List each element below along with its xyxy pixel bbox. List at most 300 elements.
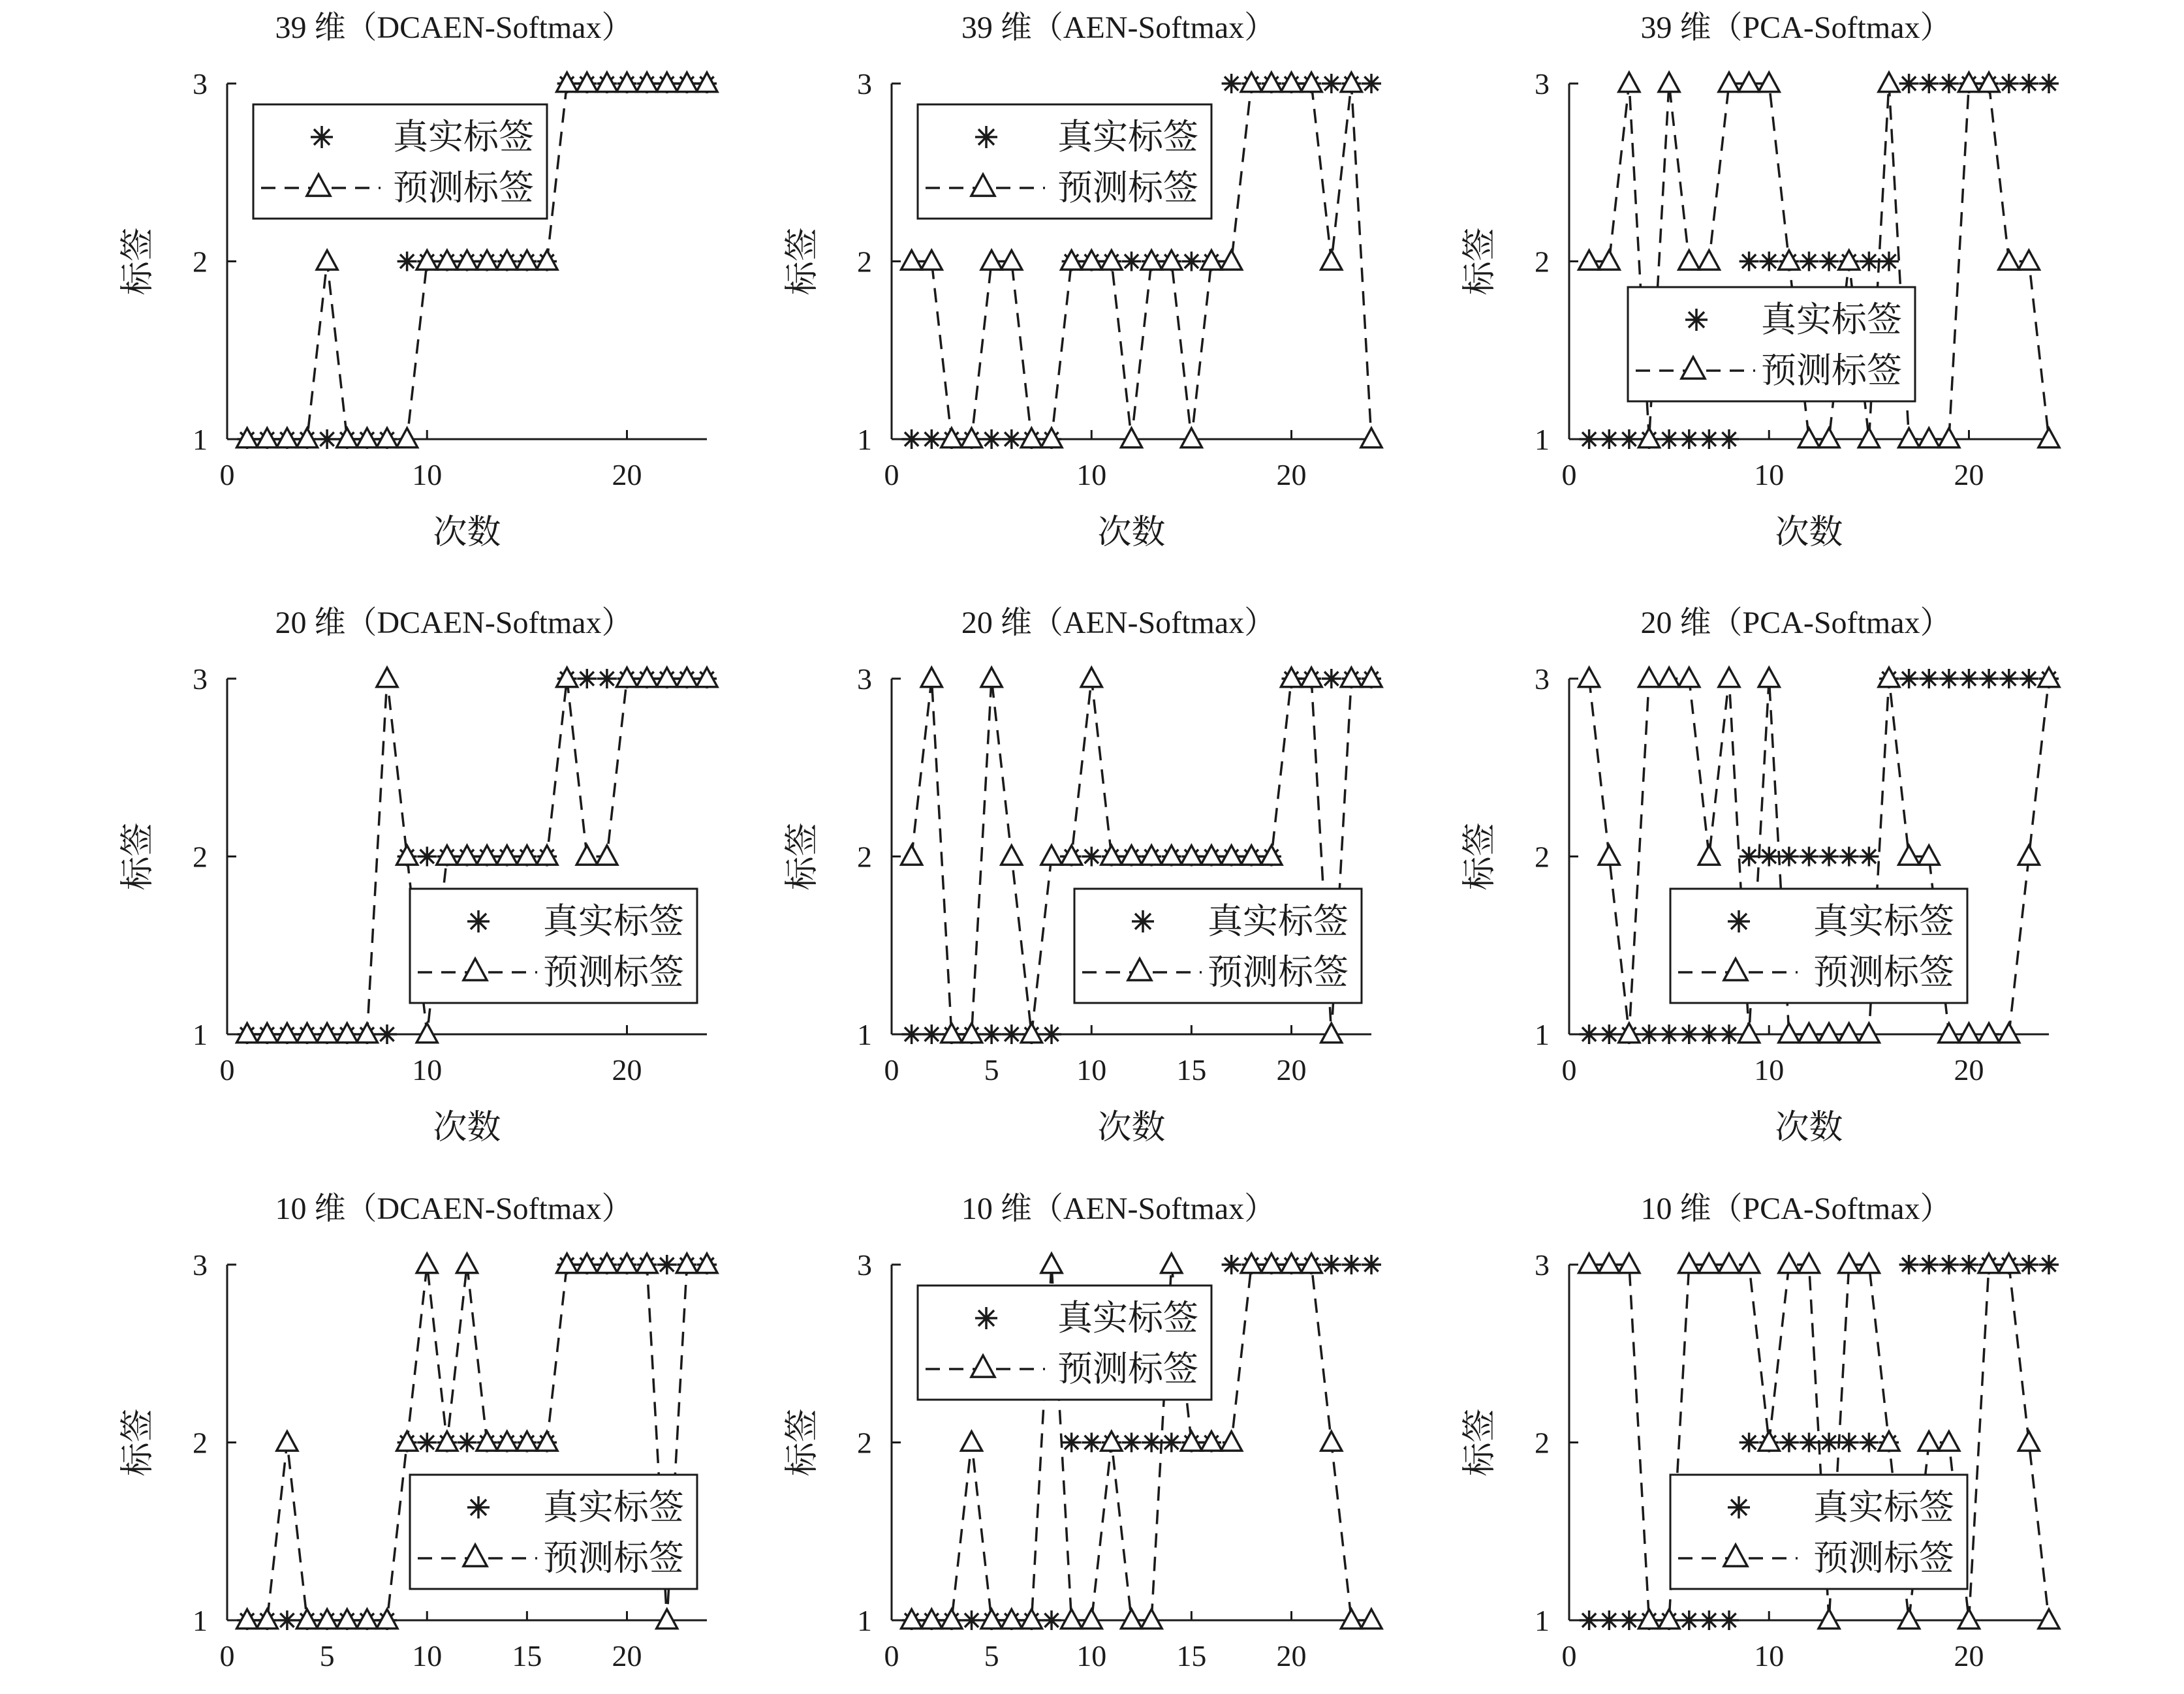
predicted-label-point	[437, 846, 458, 865]
predicted-label-point	[1599, 1254, 1619, 1272]
x-tick-label: 5	[984, 1053, 999, 1086]
predicted-label-point	[1121, 428, 1142, 447]
true-label-point	[1839, 847, 1859, 867]
predicted-label-point	[1001, 251, 1022, 270]
true-label-point	[1082, 847, 1101, 867]
true-label-point	[1062, 1433, 1082, 1453]
predicted-label-point	[1858, 1254, 1879, 1272]
predicted-label-point	[1739, 1254, 1760, 1272]
predicted-label-point	[397, 1432, 418, 1451]
predicted-label-point	[1599, 251, 1619, 270]
predicted-label-point	[1321, 251, 1342, 270]
x-tick-label: 20	[1276, 1639, 1307, 1672]
predicted-label-point	[377, 428, 398, 447]
true-label-point	[1879, 252, 1899, 271]
predicted-label-point	[476, 846, 497, 865]
predicted-label-point	[1261, 846, 1282, 865]
true-label-point	[1919, 74, 1939, 93]
predicted-label-point	[617, 72, 638, 91]
y-tick-label: 2	[1535, 1426, 1550, 1460]
x-tick-label: 10	[1076, 1639, 1107, 1672]
predicted-label-point	[676, 72, 697, 91]
x-axis-label: 次数	[1775, 514, 1843, 551]
predicted-label-point	[416, 251, 437, 270]
x-tick-label: 10	[1076, 458, 1107, 491]
predicted-label-point	[1081, 1609, 1102, 1628]
predicted-label-point	[1918, 428, 1939, 447]
predicted-label-point	[1839, 251, 1860, 270]
x-tick-label: 10	[1076, 1053, 1107, 1086]
y-tick-label: 3	[857, 67, 872, 100]
predicted-label-point	[1181, 1432, 1202, 1451]
legend-true-label: 真实标签	[1813, 1488, 1954, 1527]
x-tick-label: 15	[1176, 1639, 1207, 1672]
predicted-label-point	[1141, 846, 1162, 865]
y-tick-label: 2	[857, 1426, 872, 1460]
predicted-label-point	[1719, 1254, 1739, 1272]
x-tick-label: 0	[219, 1639, 235, 1672]
y-tick-label: 3	[1535, 67, 1550, 100]
predicted-label-point	[597, 1254, 617, 1272]
predicted-label-point	[1181, 846, 1202, 865]
x-tick-label: 10	[412, 1053, 443, 1086]
predicted-label-point	[981, 1609, 1002, 1628]
legend	[1670, 1475, 1967, 1589]
y-tick-label: 1	[193, 423, 208, 456]
predicted-label-point	[1739, 72, 1760, 91]
legend-true-label: 真实标签	[1208, 902, 1349, 941]
true-label-point	[377, 1024, 397, 1044]
legend-pred-label: 预测标签	[1057, 1349, 1198, 1389]
legend	[1670, 889, 1967, 1003]
predicted-label-point	[1579, 668, 1600, 686]
predicted-label-point	[1301, 668, 1322, 686]
predicted-label-point	[557, 72, 578, 91]
subplot-title: 10 维（AEN-Softmax）	[961, 1192, 1276, 1226]
subplot-title: 20 维（AEN-Softmax）	[961, 606, 1276, 640]
true-label-point	[398, 252, 417, 271]
predicted-label-point	[1999, 251, 2020, 270]
x-tick-label: 10	[1754, 458, 1785, 491]
predicted-label-point	[2038, 668, 2059, 686]
predicted-label-point	[337, 428, 358, 447]
predicted-label-point	[1101, 846, 1122, 865]
predicted-label-point	[2018, 846, 2039, 865]
true-label-point	[1779, 1433, 1799, 1453]
true-label-point	[2039, 74, 2059, 93]
predicted-label-point	[297, 1023, 318, 1042]
subplot-title: 20 维（DCAEN-Softmax）	[275, 606, 633, 640]
predicted-label-point	[1899, 1609, 1920, 1628]
predicted-label-point	[1779, 251, 1800, 270]
legend-pred-label: 预测标签	[1057, 168, 1198, 208]
predicted-label-point	[2038, 428, 2059, 447]
x-tick-label: 10	[1754, 1053, 1785, 1086]
x-axis-label: 次数	[433, 514, 501, 551]
predicted-label-point	[356, 428, 377, 447]
legend	[410, 1475, 697, 1589]
predicted-label-point	[1739, 1023, 1760, 1042]
x-axis-label: 次数	[1097, 1109, 1166, 1147]
predicted-label-point	[1061, 1609, 1082, 1628]
predicted-label-point	[1918, 846, 1939, 865]
predicted-label-point	[921, 668, 942, 686]
predicted-label-point	[981, 251, 1002, 270]
predicted-label-point	[1021, 1609, 1042, 1628]
predicted-label-point	[1858, 428, 1879, 447]
true-label-point	[1181, 252, 1201, 271]
predicted-label-point	[1081, 668, 1102, 686]
predicted-label-point	[1619, 1023, 1640, 1042]
predicted-label-point	[1999, 1254, 2020, 1272]
predicted-label-point	[1161, 251, 1182, 270]
true-label-point	[1699, 1610, 1719, 1630]
true-label-point	[1719, 429, 1739, 449]
predicted-label-point	[257, 428, 277, 447]
y-axis-label: 标签	[119, 227, 157, 296]
predicted-label-point	[457, 1254, 478, 1272]
predicted-label-point	[1639, 1609, 1660, 1628]
predicted-label-point	[1679, 251, 1700, 270]
true-label-point	[1679, 1024, 1699, 1044]
true-label-point	[1939, 74, 1959, 93]
legend-star-marker	[311, 126, 333, 148]
predicted-label-point	[1141, 1609, 1162, 1628]
true-label-point	[1322, 669, 1341, 688]
true-label-point	[1002, 1024, 1022, 1044]
y-axis-label: 标签	[1461, 227, 1499, 296]
legend	[1074, 889, 1362, 1003]
predicted-label-point	[1081, 251, 1102, 270]
predicted-label-point	[1341, 72, 1362, 91]
true-label-point	[1002, 429, 1022, 449]
predicted-label-point	[437, 251, 458, 270]
predicted-label-point	[597, 72, 617, 91]
predicted-label-point	[1161, 1254, 1182, 1272]
predicted-label-point	[1061, 251, 1082, 270]
predicted-label-point	[1021, 1023, 1042, 1042]
true-label-point	[2019, 1255, 2038, 1274]
x-axis-label: 次数	[1775, 1109, 1843, 1147]
subplot-title: 10 维（DCAEN-Softmax）	[275, 1192, 633, 1226]
predicted-label-point	[941, 1023, 962, 1042]
true-label-point	[1082, 1433, 1101, 1453]
subplot-title: 39 维（PCA-Softmax）	[1640, 10, 1952, 45]
predicted-label-point	[297, 428, 318, 447]
x-tick-label: 20	[612, 458, 642, 491]
legend-true-label: 真实标签	[543, 902, 684, 941]
predicted-label-point	[1899, 428, 1920, 447]
x-tick-label: 0	[884, 1639, 899, 1672]
predicted-label-point	[1141, 251, 1162, 270]
subplot-5	[784, 606, 1382, 1147]
y-tick-label: 3	[857, 1248, 872, 1282]
true-label-point	[1222, 1255, 1241, 1274]
true-label-point	[1659, 1024, 1679, 1044]
y-tick-label: 3	[193, 67, 208, 100]
true-label-point	[902, 1024, 922, 1044]
true-label-point	[597, 669, 617, 688]
predicted-label-point	[901, 1609, 922, 1628]
subplot-title: 39 维（DCAEN-Softmax）	[275, 10, 633, 45]
predicted-label-point	[476, 1432, 497, 1451]
legend-true-label: 真实标签	[1813, 902, 1954, 941]
predicted-label-point	[1978, 72, 1999, 91]
predicted-label-point	[277, 428, 298, 447]
predicted-label-point	[557, 668, 578, 686]
predicted-label-point	[377, 1609, 398, 1628]
true-label-point	[1580, 429, 1599, 449]
predicted-label-point	[1101, 251, 1122, 270]
legend	[253, 104, 547, 219]
y-tick-label: 2	[193, 1426, 208, 1460]
legend-true-label: 真实标签	[393, 117, 534, 157]
predicted-label-point	[1839, 1023, 1860, 1042]
predicted-label-point	[1659, 72, 1679, 91]
subplot-1	[119, 10, 717, 551]
x-tick-label: 0	[884, 458, 899, 491]
predicted-label-point	[1221, 846, 1242, 865]
predicted-label-point	[636, 1254, 657, 1272]
true-label-point	[962, 1610, 982, 1630]
predicted-label-point	[2018, 251, 2039, 270]
predicted-label-point	[1241, 72, 1262, 91]
true-label-point	[317, 429, 337, 449]
predicted-label-point	[537, 251, 557, 270]
true-label-point	[1999, 669, 2019, 688]
subplot-6	[1461, 606, 2059, 1147]
predicted-label-point	[2038, 1609, 2059, 1628]
predicted-label-point	[1899, 846, 1920, 865]
predicted-label-point	[277, 1432, 298, 1451]
true-label-point	[1779, 847, 1799, 867]
predicted-label-point	[2018, 1432, 2039, 1451]
predicted-label-point	[1281, 1254, 1302, 1272]
predicted-label-point	[901, 846, 922, 865]
y-tick-label: 2	[1535, 245, 1550, 279]
predicted-label-point	[1241, 846, 1262, 865]
true-label-point	[1819, 847, 1839, 867]
y-tick-label: 2	[193, 840, 208, 874]
true-label-point	[1819, 1433, 1839, 1453]
x-tick-label: 0	[219, 458, 235, 491]
y-axis-label: 标签	[784, 822, 821, 891]
x-tick-label: 10	[412, 1639, 443, 1672]
true-label-point	[1899, 669, 1919, 688]
legend-pred-label: 预测标签	[543, 1539, 684, 1578]
y-tick-label: 2	[193, 245, 208, 279]
predicted-label-point	[1599, 846, 1619, 865]
true-label-point	[577, 669, 597, 688]
predicted-label-point	[557, 1254, 578, 1272]
true-label-point	[1919, 1255, 1939, 1274]
predicted-label-point	[537, 846, 557, 865]
predicted-label-point	[1758, 668, 1779, 686]
predicted-label-point	[497, 251, 518, 270]
predicted-label-point	[941, 1609, 962, 1628]
predicted-label-point	[1858, 1023, 1879, 1042]
true-label-point	[1659, 429, 1679, 449]
y-axis-label: 标签	[1461, 1408, 1499, 1477]
true-label-point	[458, 1433, 477, 1453]
true-label-point	[1122, 1433, 1142, 1453]
predicted-label-point	[1918, 1432, 1939, 1451]
true-label-point	[1979, 669, 1999, 688]
true-label-point	[982, 1024, 1001, 1044]
y-tick-label: 2	[1535, 840, 1550, 874]
predicted-label-point	[397, 428, 418, 447]
x-tick-label: 20	[612, 1639, 642, 1672]
x-tick-label: 20	[612, 1053, 642, 1086]
predicted-label-point	[576, 846, 597, 865]
predicted-label-point	[497, 1432, 518, 1451]
predicted-label-point	[1839, 1254, 1860, 1272]
true-label-point	[417, 847, 437, 867]
predicted-label-point	[1959, 72, 1980, 91]
predicted-label-point	[961, 1432, 982, 1451]
y-axis-label: 标签	[119, 1408, 157, 1477]
true-label-point	[1959, 1255, 1979, 1274]
subplot-8	[784, 1192, 1382, 1694]
legend-pred-label: 预测标签	[543, 953, 684, 992]
predicted-label-point	[1261, 1254, 1282, 1272]
predicted-label-point	[1978, 1023, 1999, 1042]
predicted-label-point	[941, 428, 962, 447]
predicted-label-point	[457, 251, 478, 270]
true-label-point	[1939, 1255, 1959, 1274]
true-label-point	[1719, 1024, 1739, 1044]
predicted-label-point	[1121, 1609, 1142, 1628]
true-label-point	[1580, 1610, 1599, 1630]
predicted-label-point	[377, 668, 398, 686]
true-label-point	[1142, 1433, 1161, 1453]
predicted-label-point	[901, 251, 922, 270]
predicted-label-point	[1579, 1254, 1600, 1272]
predicted-label-point	[1361, 668, 1382, 686]
x-tick-label: 0	[1561, 1639, 1577, 1672]
predicted-label-point	[1978, 1254, 1999, 1272]
y-tick-label: 3	[857, 662, 872, 696]
predicted-label-point	[696, 1254, 717, 1272]
predicted-label-point	[1818, 1023, 1839, 1042]
predicted-label-point	[416, 1023, 437, 1042]
true-label-point	[902, 429, 922, 449]
predicted-label-point	[1241, 1254, 1262, 1272]
true-label-point	[657, 1255, 677, 1274]
legend	[1628, 287, 1915, 401]
true-label-point	[1959, 669, 1979, 688]
predicted-label-point	[356, 1609, 377, 1628]
legend-true-label: 真实标签	[543, 1488, 684, 1527]
predicted-label-point	[1939, 1432, 1959, 1451]
predicted-label-point	[636, 72, 657, 91]
legend-star-marker	[467, 1496, 490, 1518]
true-label-point	[1919, 669, 1939, 688]
predicted-label-point	[1959, 1609, 1980, 1628]
predicted-label-point	[1818, 428, 1839, 447]
predicted-label-point	[1181, 428, 1202, 447]
subplot-2	[784, 10, 1382, 551]
predicted-label-point	[1698, 1254, 1719, 1272]
predicted-label-point	[317, 251, 337, 270]
legend-pred-label: 预测标签	[1761, 351, 1902, 390]
predicted-label-point	[1281, 668, 1302, 686]
predicted-label-point	[237, 1609, 258, 1628]
predicted-label-point	[961, 428, 982, 447]
true-label-point	[1719, 1610, 1739, 1630]
predicted-label-point	[1619, 72, 1640, 91]
true-label-point	[1899, 74, 1919, 93]
predicted-label-point	[1281, 72, 1302, 91]
true-label-point	[1899, 1255, 1919, 1274]
legend-true-label: 真实标签	[1057, 117, 1198, 157]
legend-pred-label: 预测标签	[1813, 1539, 1954, 1578]
predicted-label-point	[1041, 428, 1062, 447]
true-label-point	[1800, 1433, 1819, 1453]
true-label-point	[1999, 74, 2019, 93]
predicted-label-point	[1879, 1432, 1899, 1451]
predicted-label-point	[1041, 1254, 1062, 1272]
predicted-label-point	[636, 668, 657, 686]
predicted-label-point	[317, 1023, 337, 1042]
true-label-point	[1042, 1024, 1061, 1044]
true-label-point	[1800, 847, 1819, 867]
x-tick-label: 15	[512, 1639, 542, 1672]
x-tick-label: 0	[1561, 1053, 1577, 1086]
true-label-point	[1819, 252, 1839, 271]
predicted-label-point	[1659, 668, 1679, 686]
predicted-label-point	[1799, 1254, 1820, 1272]
predicted-label-point	[1221, 251, 1242, 270]
legend	[918, 104, 1211, 219]
y-tick-label: 2	[857, 245, 872, 279]
predicted-label-point	[921, 251, 942, 270]
predicted-label-point	[516, 251, 537, 270]
y-axis-label: 标签	[784, 227, 821, 296]
true-label-point	[1362, 74, 1381, 93]
predicted-label-point	[237, 428, 258, 447]
x-tick-label: 20	[1276, 458, 1307, 491]
y-tick-label: 3	[193, 1248, 208, 1282]
true-label-point	[1739, 1433, 1759, 1453]
predicted-label-point	[1799, 428, 1820, 447]
predicted-label-point	[1001, 1609, 1022, 1628]
predicted-label-point	[1361, 1609, 1382, 1628]
predicted-label-point	[516, 1432, 537, 1451]
true-label-point	[1759, 847, 1779, 867]
predicted-label-point	[537, 1432, 557, 1451]
legend	[918, 1286, 1211, 1400]
predicted-label-point	[416, 1254, 437, 1272]
x-tick-label: 20	[1954, 458, 1984, 491]
legend-star-marker	[1728, 1496, 1750, 1518]
predicted-label-point	[257, 1023, 277, 1042]
true-label-point	[1859, 252, 1879, 271]
predicted-label-point	[1301, 72, 1322, 91]
true-label-point	[1679, 429, 1699, 449]
predicted-label-point	[356, 1023, 377, 1042]
y-axis-label: 标签	[119, 822, 157, 891]
predicted-label-point	[576, 72, 597, 91]
predicted-label-point	[1021, 428, 1042, 447]
predicted-label-point	[476, 251, 497, 270]
x-tick-label: 0	[1561, 458, 1577, 491]
true-label-point	[1341, 1255, 1361, 1274]
predicted-label-point	[696, 668, 717, 686]
true-label-point	[2019, 669, 2038, 688]
predicted-label-point	[397, 846, 418, 865]
predicted-label-point	[1939, 428, 1959, 447]
